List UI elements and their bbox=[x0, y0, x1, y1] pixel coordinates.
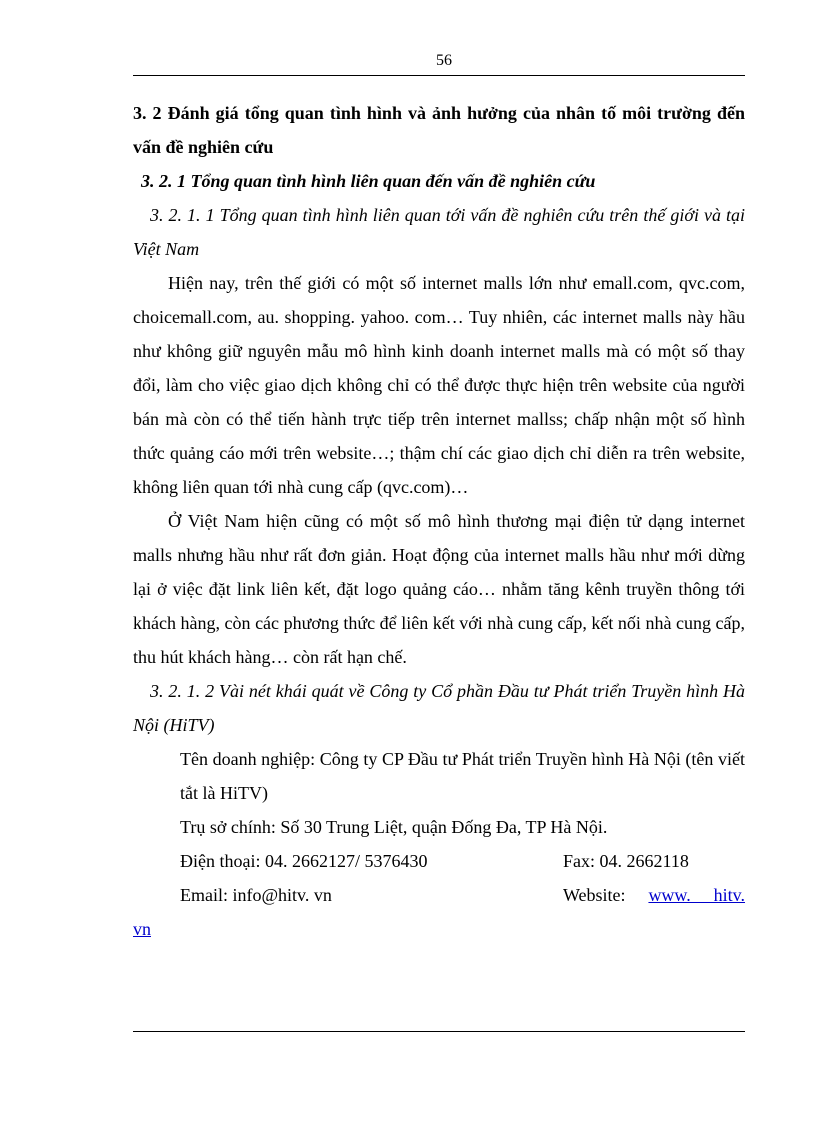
sub-subsection-heading-2: 3. 2. 1. 2 Vài nét khái quát về Công ty Cổ phần Đầu tư Phát triển Truyền hình Hà Nội (HiTV) bbox=[133, 681, 745, 735]
website-link[interactable]: www. hitv. bbox=[648, 885, 745, 905]
paragraph-vietnam-overview: Ở Việt Nam hiện cũng có một số mô hình thương mại điện tử dạng internet malls nhưng hầu như rất đơn giản. Hoạt động của internet malls hầu như mới dừng lại ở việc đặt link liên kết, đặt logo quảng cáo… nhằm tăng kênh truyền thông tới khách hàng, còn các phương thức để liên kết với nhà cung cấp, kết nối nhà cung cấp, thu hút khách hàng… còn rất hạn chế. bbox=[133, 511, 745, 667]
website-label: Website: bbox=[563, 885, 626, 905]
company-address-line: Trụ sở chính: Số 30 Trung Liệt, quận Đống Đa, TP Hà Nội. bbox=[180, 817, 608, 837]
paragraph-world-overview: Hiện nay, trên thế giới có một số internet malls lớn như emall.com, qvc.com, choicemall.com, au. shopping. yahoo. com… Tuy nhiên, các internet malls này hầu như không giữ nguyên mẫu mô hình kinh doanh internet malls mà có một số thay đổi, làm cho việc giao dịch không chỉ có thể được thực hiện trên website của người bán mà còn có thể tiến hành trực tiếp trên internet mallss; chấp nhận một số hình thức quảng cáo mới trên website…; thậm chí các giao dịch chỉ diễn ra trên website, không liên quan tới nhà cung cấp (qvc.com)… bbox=[133, 273, 745, 497]
section-heading: 3. 2 Đánh giá tổng quan tình hình và ảnh hưởng của nhân tố môi trường đến vấn đề nghiên cứu bbox=[133, 103, 745, 157]
contact-row-phone bbox=[133, 844, 745, 878]
phone-text: Điện thoại: 04. 2662127/ 5376430 bbox=[180, 851, 428, 871]
subsection-heading: 3. 2. 1 Tổng quan tình hình liên quan đến vấn đề nghiên cứu bbox=[141, 171, 596, 191]
website-link-continued-line bbox=[133, 912, 745, 946]
website-link-continued[interactable]: vn bbox=[133, 919, 151, 939]
contact-row-email bbox=[133, 878, 745, 912]
company-name-line: Tên doanh nghiệp: Công ty CP Đầu tư Phát triển Truyền hình Hà Nội (tên viết tắt là HiTV) bbox=[180, 749, 745, 803]
fax-text: Fax: 04. 2662118 bbox=[563, 851, 689, 871]
header-rule bbox=[133, 75, 745, 76]
email-text: Email: info@hitv. vn bbox=[180, 885, 332, 905]
page-number: 56 bbox=[436, 52, 452, 69]
website-field bbox=[563, 878, 745, 912]
footer-rule bbox=[133, 1031, 745, 1032]
document-body bbox=[133, 96, 745, 946]
sub-subsection-heading-1: 3. 2. 1. 1 Tổng quan tình hình liên quan tới vấn đề nghiên cứu trên thế giới và tại Việt Nam bbox=[133, 205, 745, 259]
